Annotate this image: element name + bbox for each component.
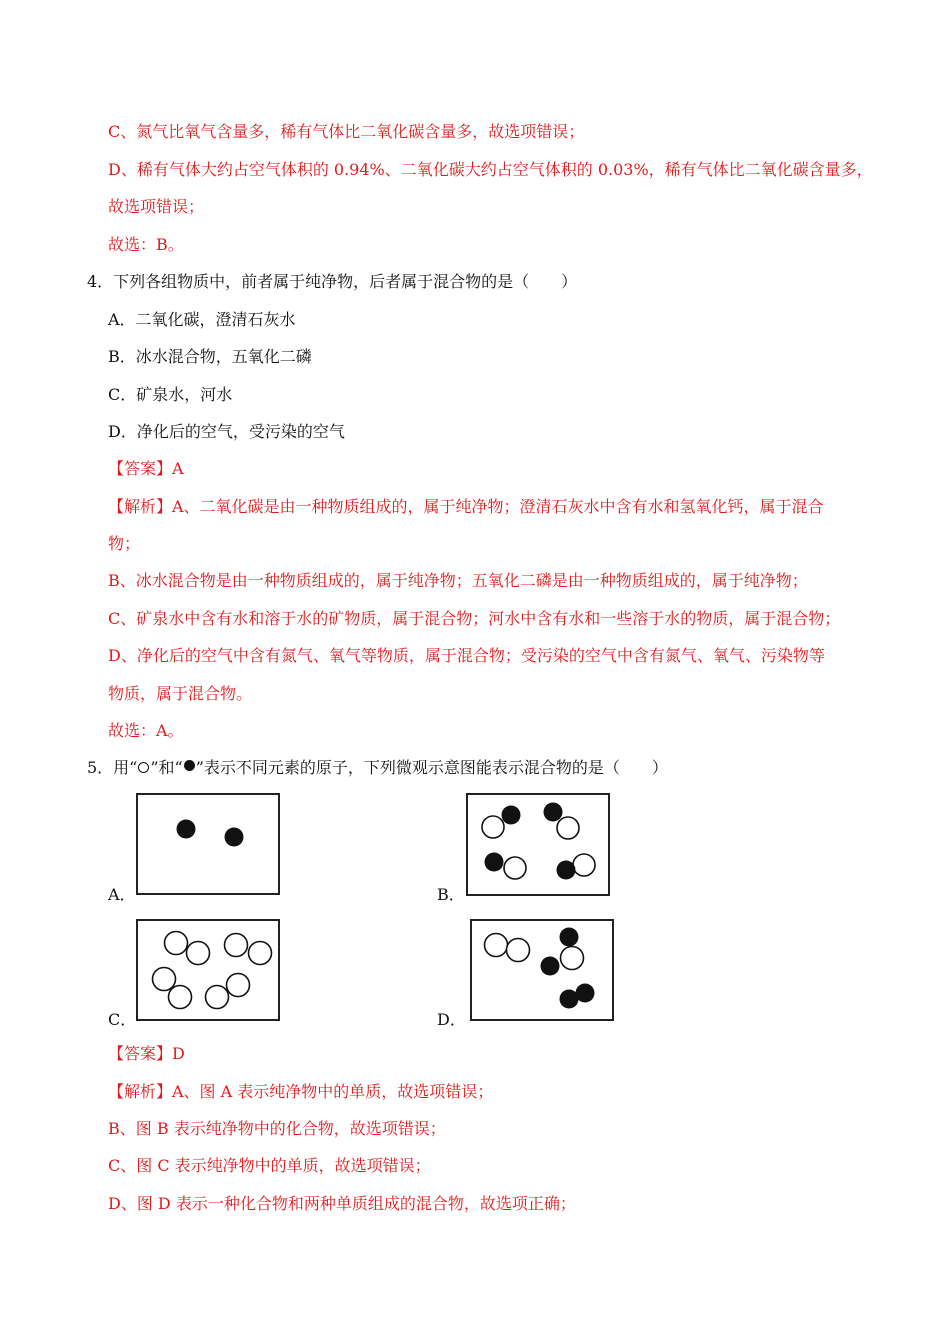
q5-stem xyxy=(87,757,668,779)
figure-a xyxy=(136,793,280,895)
q4-option-a: A．二氧化碳，澄清石灰水 xyxy=(108,310,296,329)
prev-analysis-d-line2: 故选项错误； xyxy=(108,197,205,216)
q4-choose: 故选：A。 xyxy=(108,721,184,740)
q5-stem-prefix: 5．用“ xyxy=(87,758,138,777)
q4-analysis-line2: 物； xyxy=(108,534,141,553)
prev-analysis-d-line1: D、稀有气体大约占空气体积的 0.94%、二氧化碳大约占空气体积的 0.03%，稀有气体比二氧化碳含量多， xyxy=(108,160,873,179)
figure-b-label: B． xyxy=(437,885,465,904)
figure-b-atoms xyxy=(468,795,608,894)
figure-a-label: A． xyxy=(108,885,136,904)
q4-stem: 4．下列各组物质中，前者属于纯净物，后者属于混合物的是（ ） xyxy=(87,272,578,291)
q4-analysis-line3: B、冰水混合物是由一种物质组成的，属于纯净物；五氧化二磷是由一种物质组成的，属于纯净物； xyxy=(108,571,808,590)
figure-c-atoms xyxy=(138,921,278,1019)
figure-b xyxy=(466,793,610,896)
white-atom-icon xyxy=(138,762,149,773)
prev-choose: 故选：B。 xyxy=(108,235,184,254)
figure-c-label: C． xyxy=(108,1010,137,1029)
black-atom-icon xyxy=(184,760,195,771)
q4-option-d: D．净化后的空气，受污染的空气 xyxy=(108,422,345,441)
q4-option-c: C．矿泉水，河水 xyxy=(108,385,233,404)
q4-analysis-line6: 物质，属于混合物。 xyxy=(108,684,253,703)
figure-d xyxy=(470,919,614,1021)
q4-analysis-line1: 【解析】A、二氧化碳是由一种物质组成的，属于纯净物；澄清石灰水中含有水和氢氧化钙，属于混合 xyxy=(108,497,824,516)
q5-analysis-line2: B、图 B 表示纯净物中的化合物，故选项错误； xyxy=(108,1119,446,1138)
figure-d-label: D． xyxy=(437,1010,466,1029)
q4-analysis-line4: C、矿泉水中含有水和溶于水的矿物质，属于混合物；河水中含有水和一些溶于水的物质，属于混合物； xyxy=(108,609,841,628)
q4-answer: 【答案】A xyxy=(108,459,184,478)
q5-analysis-line3: C、图 C 表示纯净物中的单质，故选项错误； xyxy=(108,1156,431,1175)
figure-c xyxy=(136,919,280,1021)
q5-stem-mid: ”和“ xyxy=(150,758,183,777)
q4-analysis-line5: D、净化后的空气中含有氮气、氧气等物质，属于混合物；受污染的空气中含有氮气、氧气、污染物等 xyxy=(108,646,825,665)
prev-analysis-c: C、氮气比氧气含量多，稀有气体比二氧化碳含量多，故选项错误； xyxy=(108,122,585,141)
figure-d-atoms xyxy=(472,921,612,1019)
q5-answer: 【答案】D xyxy=(108,1044,185,1063)
q4-option-b: B．冰水混合物，五氧化二磷 xyxy=(108,347,312,366)
q5-analysis-line1: 【解析】A、图 A 表示纯净物中的单质，故选项错误； xyxy=(108,1082,494,1101)
figure-a-atoms xyxy=(138,795,278,893)
q5-stem-suffix: ”表示不同元素的原子，下列微观示意图能表示混合物的是（ ） xyxy=(195,758,668,777)
q5-analysis-line4: D、图 D 表示一种化合物和两种单质组成的混合物，故选项正确； xyxy=(108,1194,576,1213)
